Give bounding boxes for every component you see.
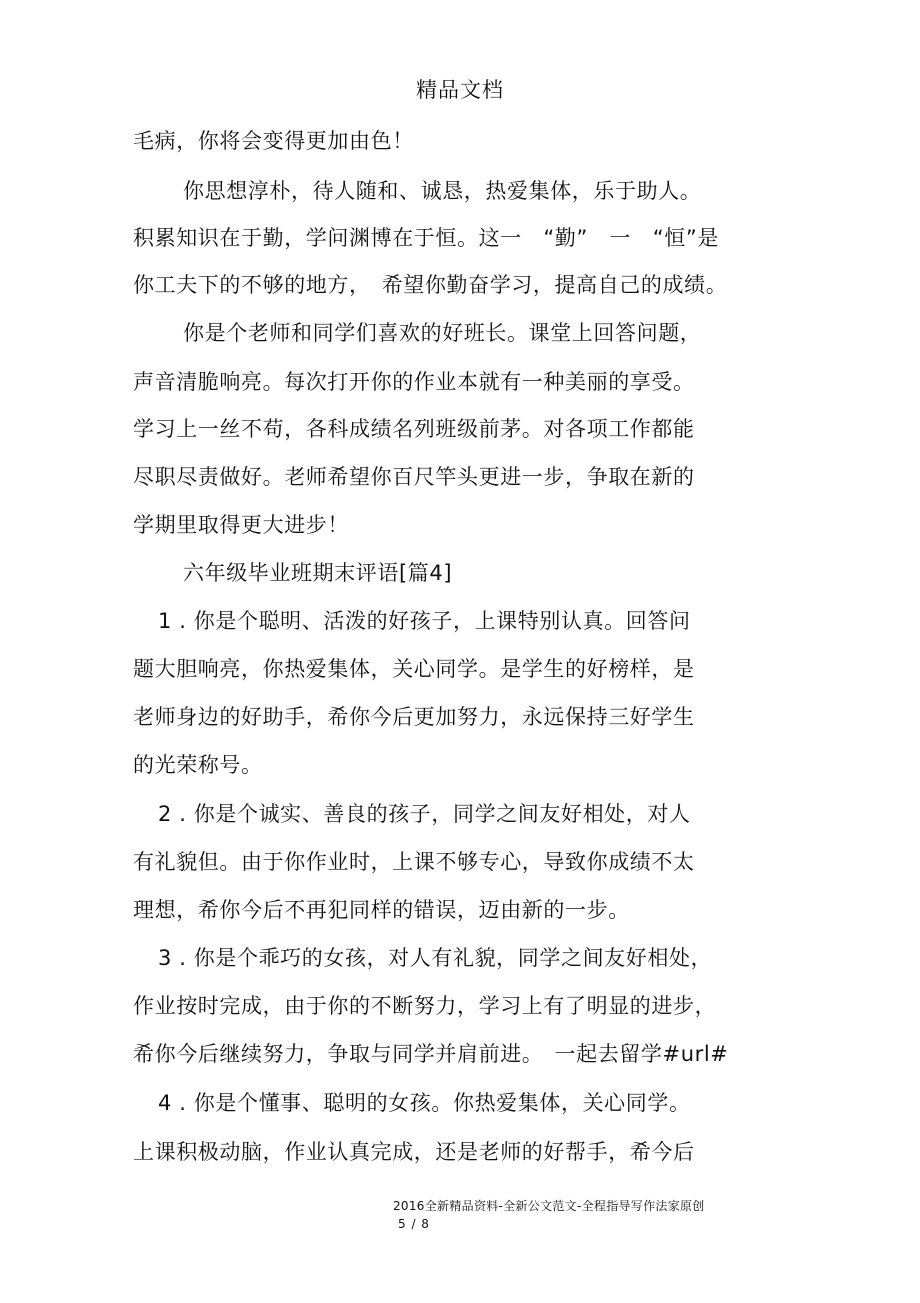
list-item-4-line-1: 4 . 你是个懂事、聪明的女孩。你热爱集体，关心同学。 bbox=[158, 1091, 691, 1115]
paragraph-line-2: 你思想淳朴，待人随和、诚恳，热爱集体，乐于助人。 bbox=[183, 179, 702, 203]
list-item-3-line-1: 3 . 你是个乖巧的女孩，对人有礼貌，同学之间友好相处， bbox=[158, 946, 713, 970]
page-number: 5 / 8 bbox=[398, 1217, 430, 1231]
paragraph-line-1: 毛病，你将会变得更加由色！ bbox=[133, 129, 414, 153]
list-item-3-line-3: 希你今后继续努力，争取与同学并肩前进。 一起去留学#url# bbox=[133, 1042, 729, 1066]
list-item-4-line-2: 上课积极动脑，作业认真完成，还是老师的好帮手，希今后 bbox=[133, 1140, 695, 1164]
list-item-2-line-1: 2 . 你是个诚实、善良的孩子，同学之间友好相处，对人 bbox=[158, 802, 691, 826]
paragraph-line-7: 学习上一丝不苟，各科成绩名列班级前茅。对各项工作都能 bbox=[133, 417, 695, 441]
list-item-1-line-1: 1 . 你是个聪明、活泼的好孩子，上课特别认真。回答问 bbox=[158, 609, 691, 633]
paragraph-line-8: 尽职尽责做好。老师希望你百尺竿头更进一步，争取在新的 bbox=[133, 465, 695, 489]
page-header-title: 精品文档 bbox=[416, 78, 504, 102]
footer-credit: 2016全新精品资料-全新公文范文-全程指导写作法家原创 bbox=[393, 1199, 705, 1213]
list-item-2-line-3: 理想，希你今后不再犯同样的错误，迈由新的一步。 bbox=[133, 898, 630, 922]
list-item-1-line-4: 的光荣称号。 bbox=[133, 753, 263, 777]
section-heading: 六年级毕业班期末评语[篇4] bbox=[183, 561, 453, 585]
list-item-1-line-2: 题大胆响亮，你热爱集体，关心同学。是学生的好榜样，是 bbox=[133, 657, 695, 681]
paragraph-line-6: 声音清脆响亮。每次打开你的作业本就有一种美丽的享受。 bbox=[133, 370, 695, 394]
list-item-3-line-2: 作业按时完成，由于你的不断努力，学习上有了明显的进步， bbox=[133, 994, 717, 1018]
paragraph-line-9: 学期里取得更大进步！ bbox=[133, 513, 349, 537]
list-item-1-line-3: 老师身边的好助手，希你今后更加努力，永远保持三好学生 bbox=[133, 705, 695, 729]
list-item-2-line-2: 有礼貌但。由于你作业时，上课不够专心，导致你成绩不太 bbox=[133, 850, 695, 874]
paragraph-line-4: 你工夫下的不够的地方， 希望你勤奋学习，提高自己的成绩。 bbox=[133, 273, 728, 297]
paragraph-line-5: 你是个老师和同学们喜欢的好班长。课堂上回答问题， bbox=[183, 321, 702, 345]
paragraph-line-3: 积累知识在于勤，学问渊博在于恒。这一 “勤” 一 “恒”是 bbox=[133, 226, 719, 250]
